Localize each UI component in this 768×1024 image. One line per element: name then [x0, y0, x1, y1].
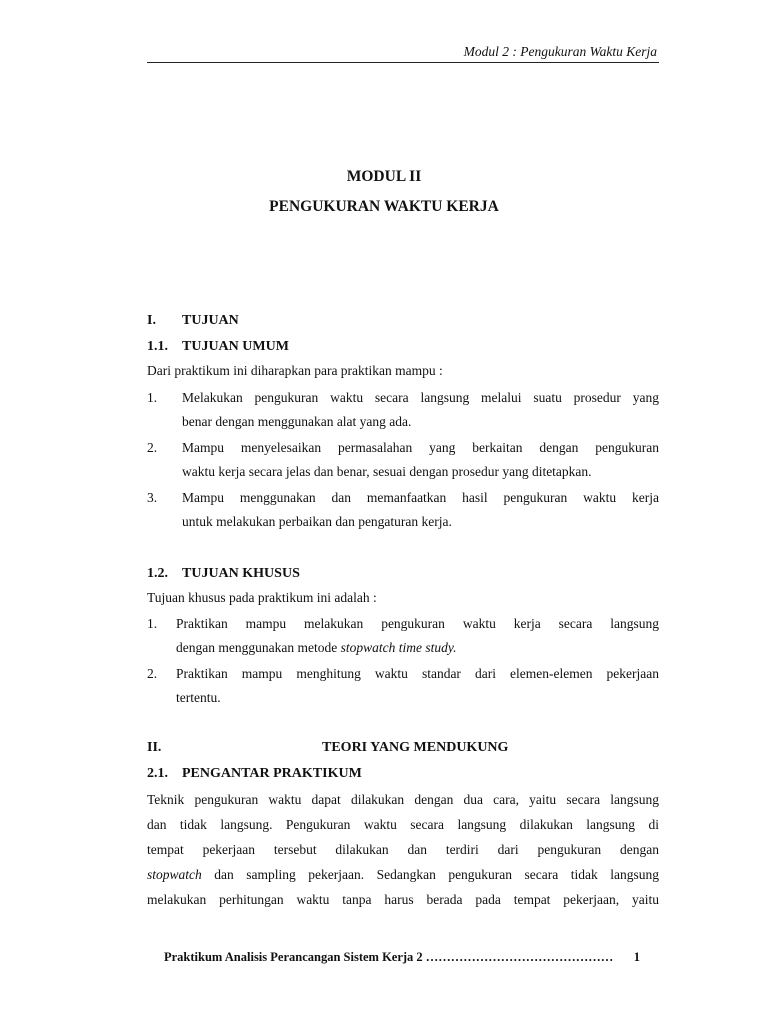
list-item-text: tertentu.: [176, 690, 221, 705]
subsection-1-1-heading: TUJUAN UMUM: [182, 339, 289, 354]
page-footer: [164, 950, 640, 965]
list-item-text: untuk melakukan perbaikan dan pengaturan kerja.: [182, 514, 452, 529]
subsection-2-1-number: 2.1.: [147, 766, 168, 781]
page-number: 1: [633, 950, 640, 964]
list-item-text-italic: stopwatch time study.: [340, 640, 457, 655]
list-item-text: benar dengan menggunakan alat yang ada.: [182, 414, 412, 429]
list-item-text: Melakukan pengukuran waktu secara langsung melalui suatu prosedur yang: [182, 390, 659, 405]
list-item-text: Praktikan mampu melakukan pengukuran waktu kerja secara langsung: [176, 616, 659, 631]
module-title: MODUL II: [346, 168, 422, 185]
tujuan-umum-intro: Dari praktikum ini diharapkan para praktikan mampu :: [147, 363, 443, 378]
subsection-1-2-heading: TUJUAN KHUSUS: [182, 566, 300, 581]
paragraph-line: tempat pekerjaan tersebut dilakukan dan terdiri dari pengukuran dengan: [147, 842, 659, 857]
section-1-number: I.: [147, 313, 156, 328]
subsection-1-2-number: 1.2.: [147, 566, 168, 581]
paragraph-line: Teknik pengukuran waktu dapat dilakukan dengan dua cara, yaitu secara langsung: [147, 792, 659, 807]
list-item-number: 2.: [147, 440, 158, 455]
paragraph-line: [147, 867, 659, 883]
footer-text: Praktikum Analisis Perancangan Sistem Kerja 2 ………………………………………: [164, 950, 614, 964]
list-item-number: 1.: [147, 616, 158, 631]
list-item-number: 1.: [147, 390, 158, 405]
tujuan-khusus-intro: Tujuan khusus pada praktikum ini adalah :: [147, 590, 377, 605]
section-1-heading: TUJUAN: [182, 313, 239, 328]
paragraph-line: dan tidak langsung. Pengukuran waktu secara langsung dilakukan langsung di: [147, 817, 659, 832]
subsection-2-1-heading: PENGANTAR PRAKTIKUM: [182, 766, 362, 781]
paragraph-italic: stopwatch: [147, 867, 202, 882]
list-item-number: 2.: [147, 666, 158, 681]
module-subtitle: PENGUKURAN WAKTU KERJA: [269, 198, 499, 215]
paragraph-plain: dan sampling pekerjaan. Sedangkan pengukuran secara tidak langsung: [201, 867, 659, 882]
list-item-text-plain: dengan menggunakan metode: [176, 640, 341, 655]
list-item-text: waktu kerja secara jelas dan benar, sesuai dengan prosedur yang ditetapkan.: [182, 464, 592, 479]
list-item-text: Mampu menggunakan dan memanfaatkan hasil pengukuran waktu kerja: [182, 490, 659, 505]
list-item-text: [176, 640, 456, 656]
section-2-heading: TEORI YANG MENDUKUNG: [322, 740, 509, 755]
section-2-number: II.: [147, 740, 162, 755]
list-item-text: Praktikan mampu menghitung waktu standar dari elemen-elemen pekerjaan: [176, 666, 659, 681]
list-item-number: 3.: [147, 490, 158, 505]
page-header: [147, 44, 659, 63]
header-text: Modul 2 : Pengukuran Waktu Kerja: [463, 44, 657, 59]
subsection-1-1-number: 1.1.: [147, 339, 168, 354]
paragraph-line: melakukan perhitungan waktu tanpa harus berada pada tempat pekerjaan, yaitu: [147, 892, 659, 907]
list-item-text: Mampu menyelesaikan permasalahan yang berkaitan dengan pengukuran: [182, 440, 659, 455]
